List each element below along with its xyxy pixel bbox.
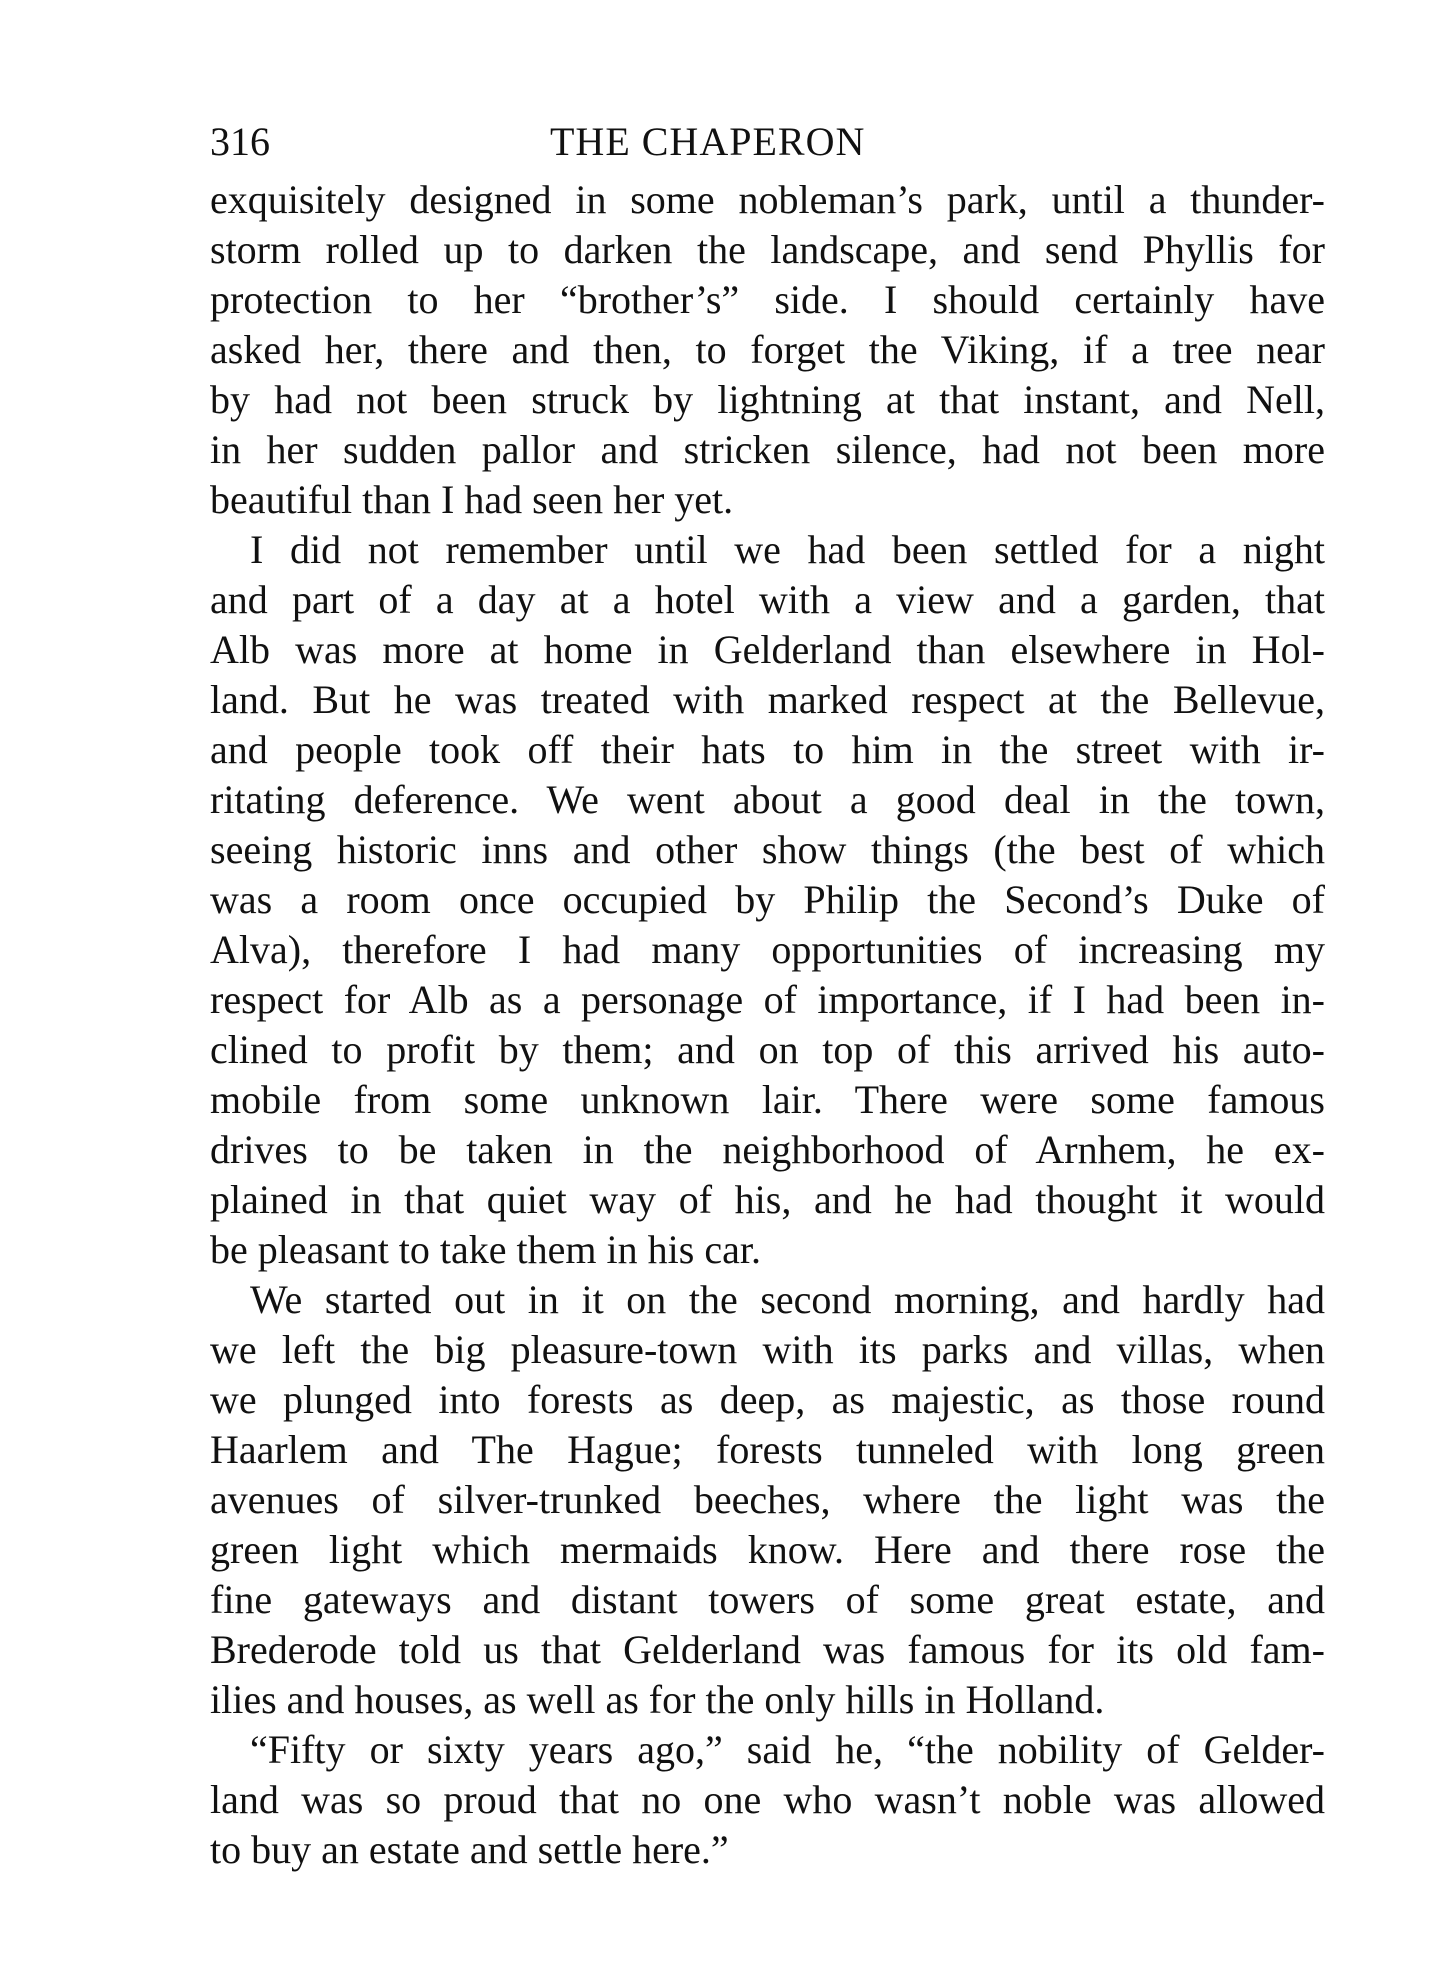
text-line: be pleasant to take them in his car.	[210, 1227, 761, 1272]
text-line: respect for Alb as a personage of importance, if I had been in-	[210, 977, 1325, 1022]
text-line: Haarlem and The Hague; forests tunneled with long green	[210, 1427, 1325, 1472]
text-line: asked her, there and then, to forget the Viking, if a tree near	[210, 327, 1325, 372]
paragraph-4	[210, 1725, 1325, 1875]
text-line: avenues of silver-trunked beeches, where the light was the	[210, 1477, 1325, 1522]
text-line: we left the big pleasure-town with its parks and villas, when	[210, 1327, 1325, 1372]
text-line: “Fifty or sixty years ago,” said he, “the nobility of Gelder-	[250, 1727, 1325, 1772]
text-line: mobile from some unknown lair. There were some famous	[210, 1077, 1325, 1122]
text-line: We started out in it on the second morning, and hardly had	[250, 1277, 1325, 1322]
text-line: Brederode told us that Gelderland was famous for its old fam-	[210, 1627, 1325, 1672]
text-line: land. But he was treated with marked respect at the Bellevue,	[210, 677, 1325, 722]
text-line: clined to profit by them; and on top of this arrived his auto-	[210, 1027, 1325, 1072]
running-title: THE CHAPERON	[550, 119, 866, 164]
paragraph-1	[210, 175, 1325, 525]
text-line: Alb was more at home in Gelderland than elsewhere in Hol-	[210, 627, 1325, 672]
text-line: we plunged into forests as deep, as majestic, as those round	[210, 1377, 1325, 1422]
text-line: I did not remember until we had been settled for a night	[250, 527, 1325, 572]
text-line: land was so proud that no one who wasn’t noble was allowed	[210, 1777, 1325, 1822]
text-line: exquisitely designed in some nobleman’s park, until a thunder-	[210, 177, 1325, 222]
text-line: plained in that quiet way of his, and he had thought it would	[210, 1177, 1325, 1222]
text-line: storm rolled up to darken the landscape, and send Phyllis for	[210, 227, 1325, 272]
text-line: was a room once occupied by Philip the Second’s Duke of	[210, 877, 1325, 922]
text-line: Alva), therefore I had many opportunities of increasing my	[210, 927, 1325, 972]
paragraph-3	[210, 1275, 1325, 1725]
paragraph-2	[210, 525, 1325, 1275]
text-line: fine gateways and distant towers of some great estate, and	[210, 1577, 1325, 1622]
page-header	[210, 112, 1330, 172]
page-number: 316	[210, 119, 270, 164]
text-line: beautiful than I had seen her yet.	[210, 477, 734, 522]
body-text	[210, 175, 1325, 1875]
text-line: ritating deference. We went about a good deal in the town,	[210, 777, 1325, 822]
text-line: seeing historic inns and other show things (the best of which	[210, 827, 1325, 872]
text-line: by had not been struck by lightning at that instant, and Nell,	[210, 377, 1325, 422]
text-line: and part of a day at a hotel with a view and a garden, that	[210, 577, 1325, 622]
text-line: green light which mermaids know. Here and there rose the	[210, 1527, 1325, 1572]
text-line: ilies and houses, as well as for the only hills in Holland.	[210, 1677, 1105, 1722]
text-line: drives to be taken in the neighborhood of Arnhem, he ex-	[210, 1127, 1325, 1172]
text-line: and people took off their hats to him in the street with ir-	[210, 727, 1325, 772]
text-line: protection to her “brother’s” side. I should certainly have	[210, 277, 1325, 322]
text-line: in her sudden pallor and stricken silence, had not been more	[210, 427, 1325, 472]
text-line: to buy an estate and settle here.”	[210, 1827, 729, 1872]
